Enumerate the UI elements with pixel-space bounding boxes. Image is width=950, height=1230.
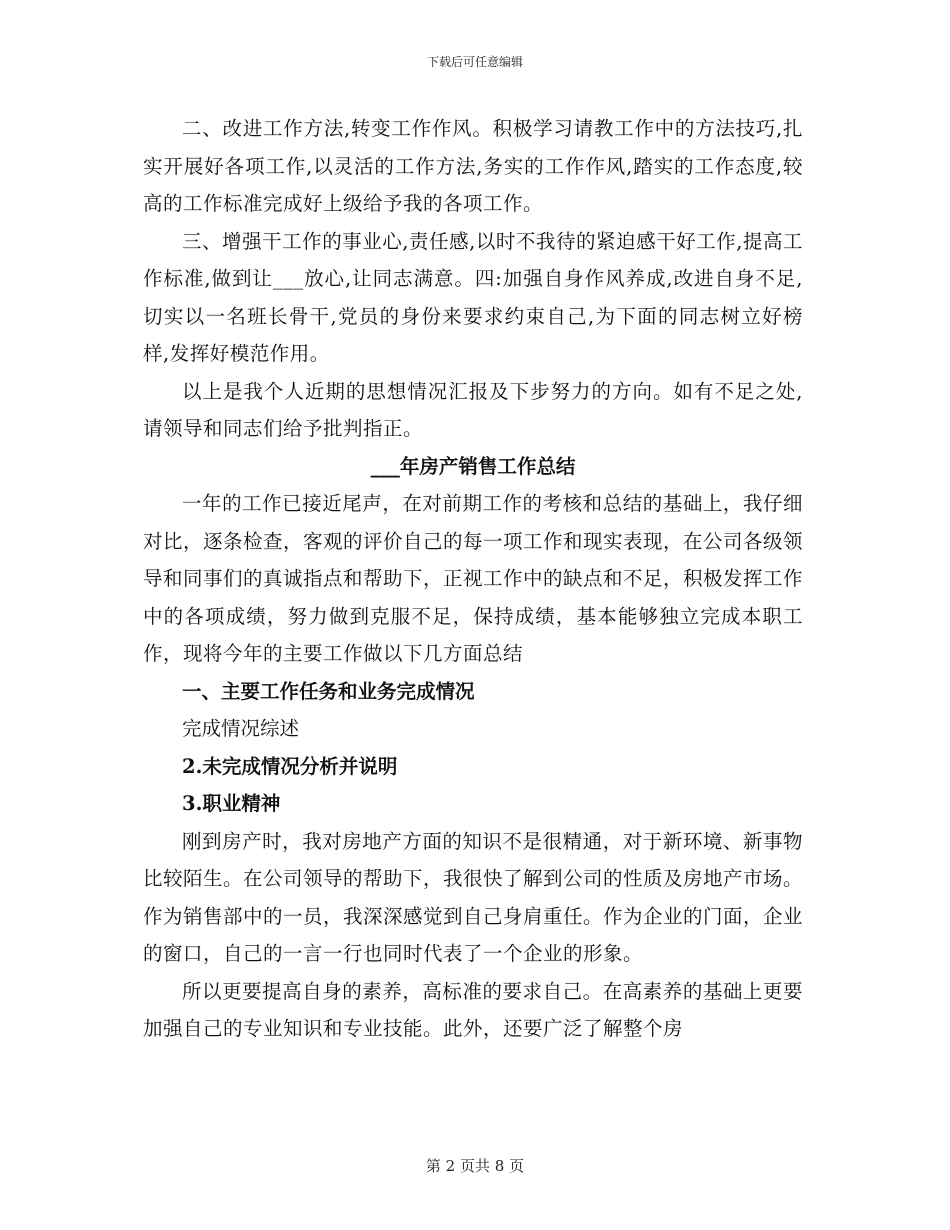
- page-footer: 第 2 页共 8 页: [425, 1157, 525, 1175]
- section-heading-professionalism: 3.职业精神: [182, 792, 281, 815]
- page-header: 下载后可任意编辑: [426, 55, 523, 69]
- paragraph-professionalism-1: 刚到房产时，我对房地产方面的知识不是很精通，对于新环境、新事物比较陌生。在公司领导的帮助下，我很快了解到公司的性质及房地产市场。作为销售部中的一员，我深深感觉到自己身肩重任。作为企业的门面，企业的窗口，自己的一言一行也同时代表了一个企业的形象。: [143, 829, 804, 965]
- subsection-summary: 完成情况综述: [182, 717, 300, 740]
- section-heading-main-tasks: 一、主要工作任务和业务完成情况: [182, 679, 475, 703]
- paragraph-intro: 一年的工作已接近尾声，在对前期工作的考核和总结的基础上，我仔细对比，逐条检查，客观的评价自己的每一项工作和现实表现，在公司各级领导和同事们的真诚指点和帮助下，正视工作中的缺点和不足，积极发挥工作中的各项成绩，努力做到克服不足，保持成绩，基本能够独立完成本职工作，现将今年的主要工作做以下几方面总结: [143, 492, 804, 665]
- paragraph-closing: 以上是我个人近期的思想情况汇报及下步努力的方向。如有不足之处,请领导和同志们给予批判指正。: [143, 379, 803, 440]
- paragraph-professionalism-2: 所以更要提高自身的素养，高标准的要求自己。在高素养的基础上更要加强自己的专业知识和专业技能。此外，还要广泛了解整个房: [143, 979, 803, 1040]
- document-body: [143, 110, 803, 1048]
- section-heading-incomplete: 2.未完成情况分析并说明: [182, 754, 398, 778]
- document-title: ___年房产销售工作总结: [370, 454, 576, 478]
- paragraph-strengthen-career: 三、增强干工作的事业心,责任感,以时不我待的紧迫感干好工作,提高工作标准,做到让___放心,让同志满意。四:加强自身作风养成,改进自身不足,切实以一名班长骨干,党员的身份来要求约束自己,为下面的同志树立好榜样,发挥好模范作用。: [143, 229, 803, 365]
- paragraph-improve-methods: 二、改进工作方法,转变工作作风。积极学习请教工作中的方法技巧,扎实开展好各项工作,以灵活的工作方法,务实的工作作风,踏实的工作态度,较高的工作标准完成好上级给予我的各项工作。: [143, 117, 803, 215]
